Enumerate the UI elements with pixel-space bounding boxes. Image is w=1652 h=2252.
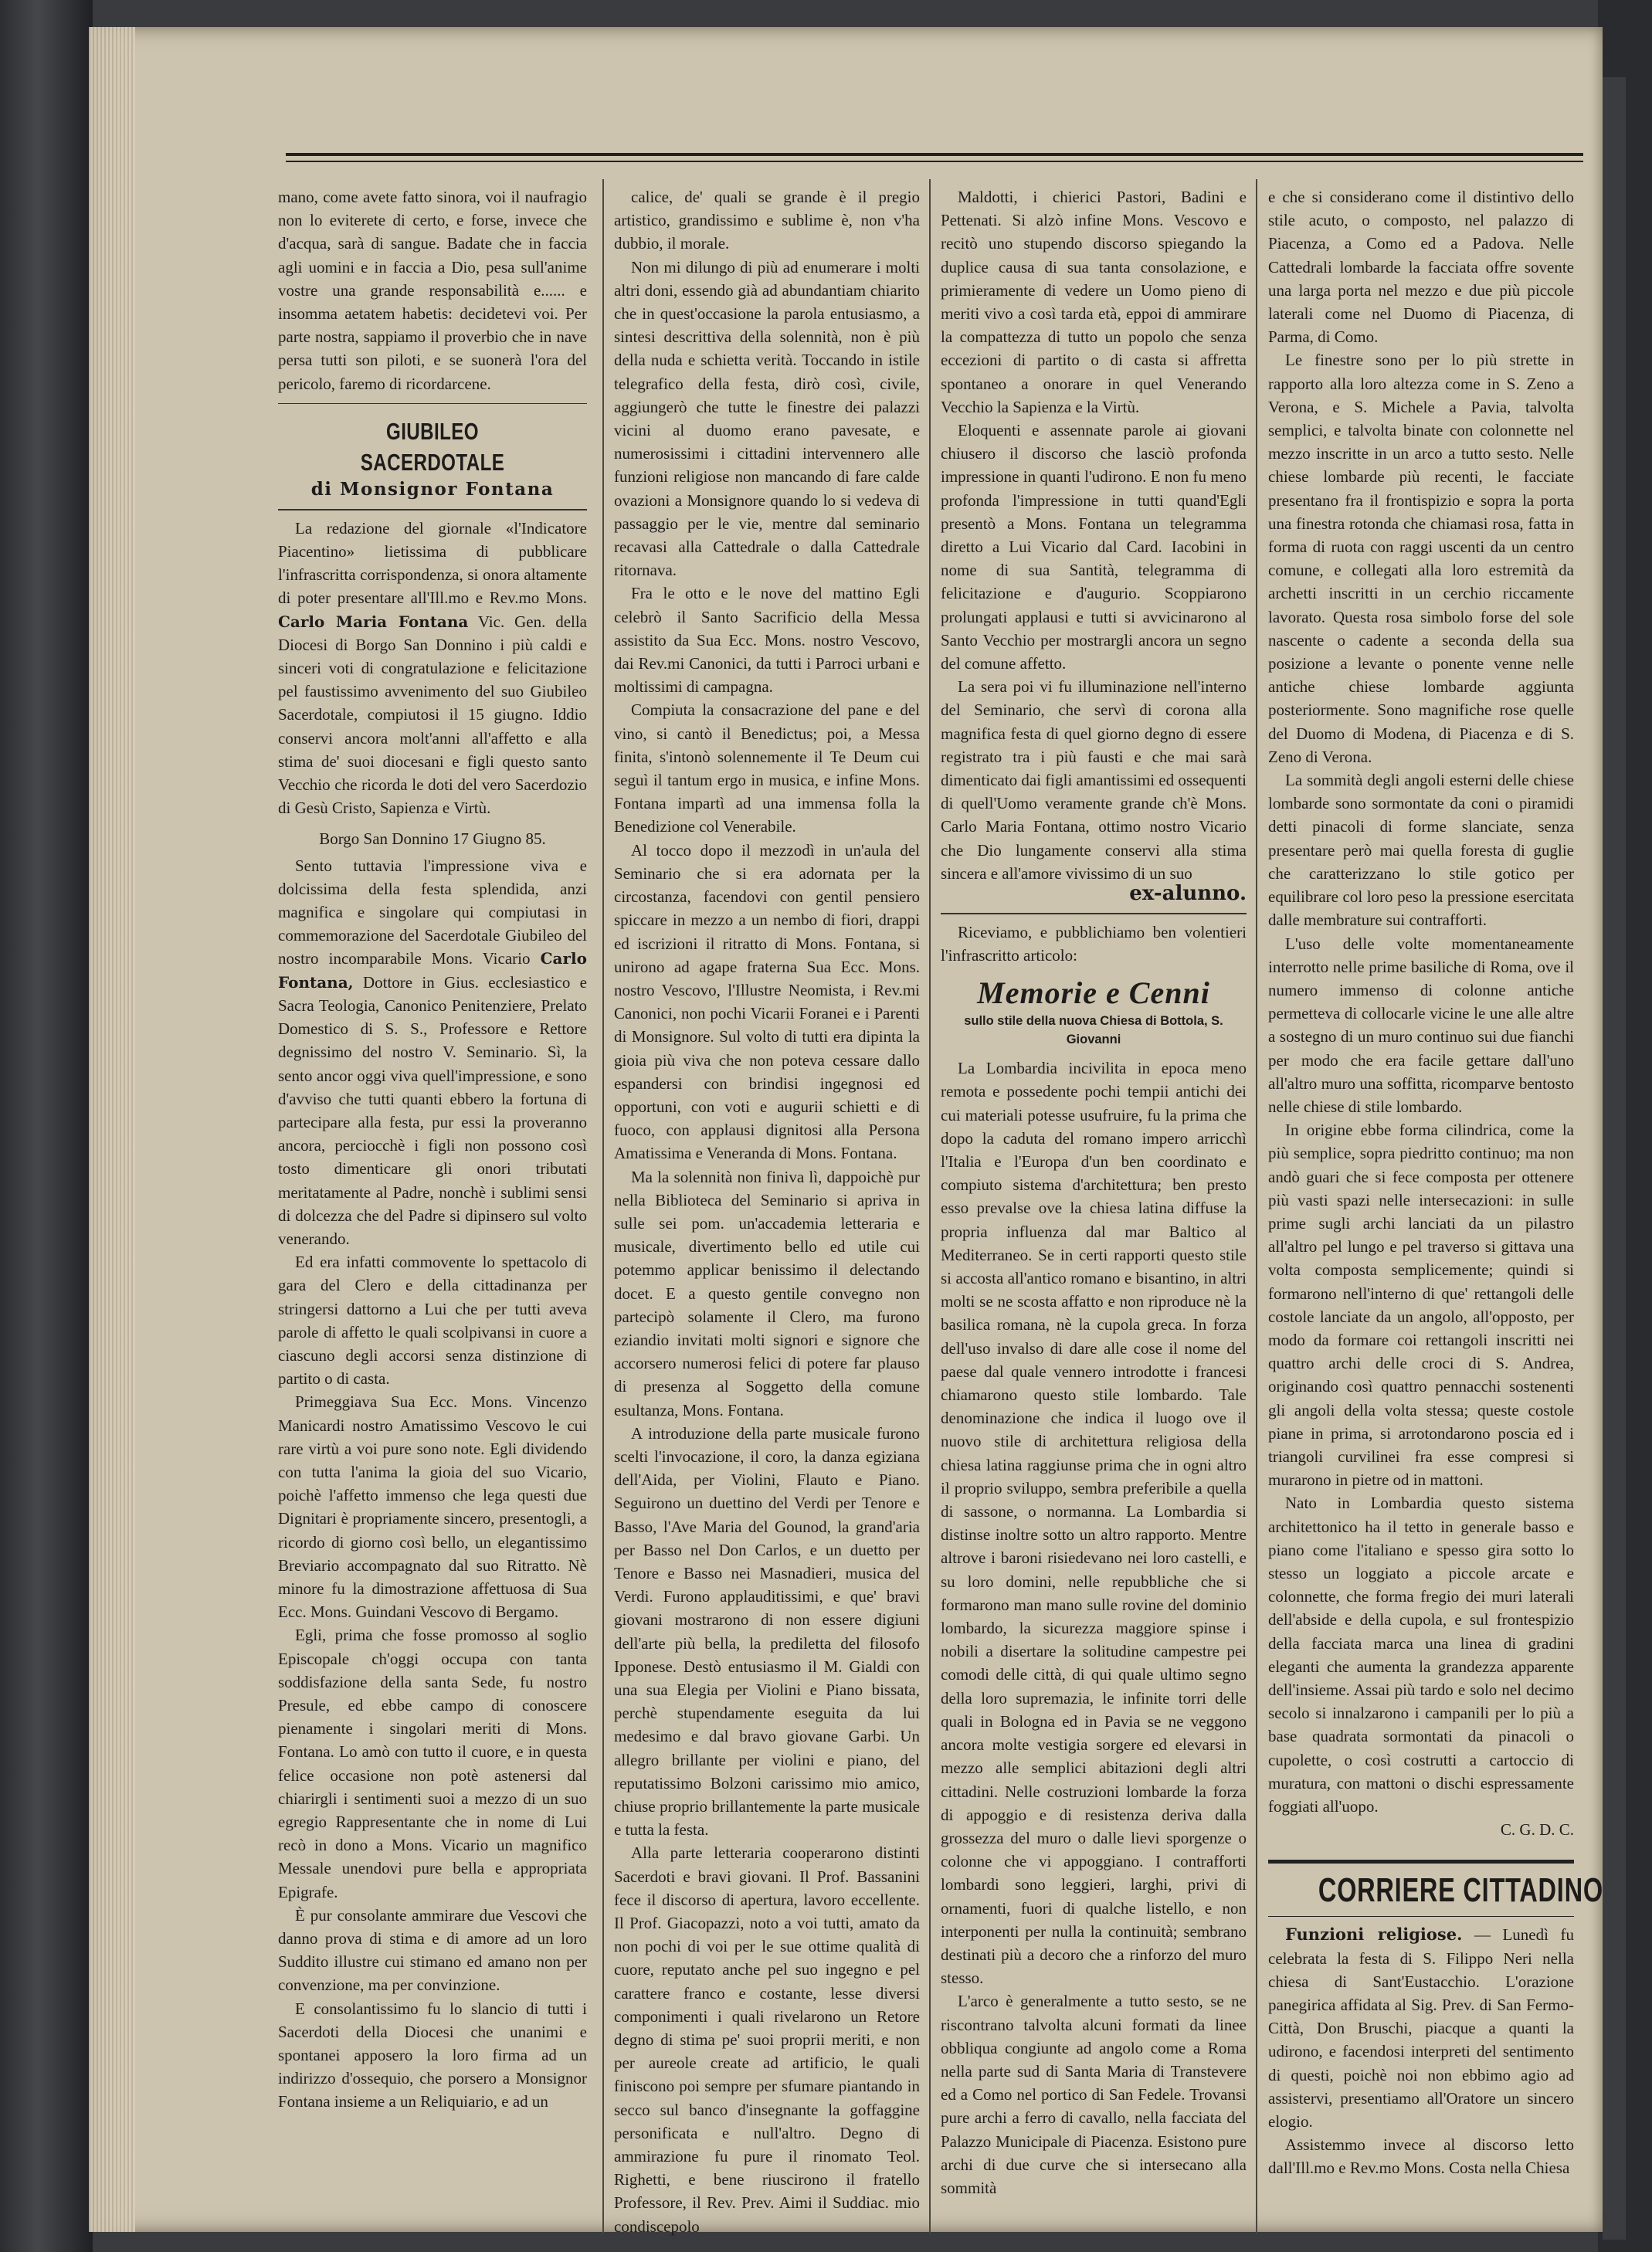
paragraph: Egli, prima che fosse promosso al soglio Episcopale ch'oggi occupa con tanta soddisfazione della santa Sede, fu nostro Presule, ed ebbe campo di conoscere pienamente i singolari meriti di Mons. Fontana. Lo amò con tutto il cuore, e in questa felice occasione non potè astenersi dal chiarirgli i sentimenti suoi a mezzo di un suo egregio Rappresentante che in nome di Lui recò in dono a Mons. Vicario un magnifico Messale unendovi pure bella e appropriata Epigrafe. <box>278 1626 587 1901</box>
paragraph: e che si considerano come il distintivo dello stile acuto, o composto, nel palazzo di Piacenza, a Como ed a Padova. Nelle Cattedrali lombarde la facciata offre sovente una larga porta nel mezzo e due più piccole laterali come nel Duomo di Piacenza, di Parma, di Como. <box>1268 188 1574 347</box>
paragraph: È pur consolante ammirare due Vescovi che danno prova di stima e di amore ad un loro Suddito illustre cui stimano ed amano non per convenzione, ma per convinzione. <box>278 1905 587 1995</box>
paragraph: E consolantissimo fu lo slancio di tutti i Sacerdoti della Diocesi che unanimi e spontanei apposero la loro firma ad un indirizzo d'ossequio, che porsero a Monsignor Fontana insieme a un Reliquiario, e ad un <box>278 1999 587 2111</box>
article-heading: Memorie e Cenni <box>977 975 1210 1011</box>
page-edges <box>89 27 135 2232</box>
column-divider <box>929 179 931 2233</box>
paragraph: La sera poi vi fu illuminazione nell'interno del Seminario, che servì di corona alla magnifica festa di quel giorno degno di essere registrato tra i più fausti e che mai sarà dimenticato dai figli amantissimi ed ossequenti di quell'Uomo veramente grande ch'è Mons. Carlo Maria Fontana, ottimo nostro Vicario che Dio lungamente conservi alla stima sincera e all'amore vivissimo di un suo <box>941 677 1247 883</box>
paragraph: Le finestre sono per lo più strette in rapporto alla loro altezza come in S. Zeno a Verona, e S. Michele a Pavia, talvolta semplici, e talvolta binate con colonnette nel mezzo inscritte in un arco a tutto sesto. Nelle chiese lombarde più recenti, le facciate presentano fra il frontispizio e sopra la porta una finestra rotonda che chiamasi rosa, fatta in forma di ruota con raggi uscenti da un centro comune, e collegati alla loro estremità da archetti inscritti in un cerchio riccamente lavorato. Questa rosa simbolo forse del sole nascente o cadente a seconda della sua posizione a levante o ponente venne nelle antiche chiese lombarde aggiunta posteriormente. Sono magnifiche rose quelle del Duomo di Modena, di Piacenza e di S. Zeno di Verona. <box>1268 351 1574 766</box>
heading-title: GIUBILEO SACERDOTALE <box>360 418 505 477</box>
dateline: Borgo San Donnino 17 Giugno 85. <box>319 829 546 849</box>
top-rule <box>286 153 1583 156</box>
paragraph: La sommità degli angoli esterni delle chiese lombarde sono sormontate da coni o piramidi detti pinacoli di forme slanciate, senza presentare però mai quella foresta di guglie che caratterizzano lo stile gotico per equilibrare col loro peso la pressione esercitata dalle membrature sui contrafforti. <box>1268 771 1574 930</box>
paragraph: Primeggiava Sua Ecc. Mons. Vincenzo Manicardi nostro Amatissimo Vescovo le cui rare virtù a voi pure sono note. Egli dividendo con tutta l'anima la gioia del suo Vicario, poichè l'affetto immenso che lega questi due Dignitari è propriamente sincero, presentogli, a ricordo di giorno così bello, un elegantissimo Breviario accompagnato dal suo Ritratto. Nè minore fu la dimostrazione affettuosa di Sua Ecc. Mons. Guindani Vescovo di Bergamo. <box>278 1392 587 1622</box>
scan-border <box>1598 0 1652 2252</box>
article-heading <box>278 416 587 501</box>
honoree-name: Carlo Maria Fontana <box>278 612 469 631</box>
column-divider <box>602 179 604 2233</box>
paragraph: La Lombardia incivilita in epoca meno remota e possedente pochi tempii antichi dei cui materiali potesse usufruire, fu la prima che dopo la caduta del romano impero arricchì l'Italia e l'Europa d'un ben coordinato e compiuto sistema d'architettura; ben presto esso prevalse ove la chiesa latina diffuse la propria influenza dal mar Baltico al Mediterraneo. Se in certi rapporti questo stile si accosta all'antico romano e bisantino, in altri molti se ne scosta affatto e non riproduce nè la basilica romana, nè la cupola greca. In forza dell'uso invalso di dare alle cose il nome del paese dal quale vennero introdotte i francesi chiamarono questo stile lombardo. Tale denominazione che indica il luogo ove il nuovo stile di architettura religiosa della chiesa latina raggiunse prima che in ogni altro il proprio sviluppo, sembra preferibile a quella di sassone, o normanna. La Lombardia si distinse inoltre sotto un altro rapporto. Mentre altrove i baroni risiedevano nei loro castelli, e su loro domini, nelle repubbliche che si formarono man mano sulle rovine del dominio lombardo, la sicurezza maggiore spinse i nobili a disertare la solitudine campestre pei comodi delle città, di qui quale ultimo segno della loro supremazia, le infinite torri delle quali in Bologna ed in Pavia se ne veggono ancora molte vestigia sorgere ed elevarsi in mezzo alle semplici abitazioni degli altri cittadini. Nelle costruzioni lombarde la forza di appoggio e di resistenza deriva dalla grossezza del muro o dalle lievi sporgenze o colonne che vi appoggiano. I contrafforti lombardi sono leggieri, larghi, privi di ornamenti, fuori di qualche listello, e non interponenti per nulla la continuità; sembrano destinati più a decoro che a rinforzo del muro stesso. <box>941 1059 1247 1988</box>
column-divider <box>1256 179 1257 2233</box>
paragraph: Assistemmo invece al discorso letto dall'Ill.mo e Rev.mo Mons. Costa nella Chiesa <box>1268 2135 1574 2178</box>
signature: C. G. D. C. <box>1500 1820 1574 1840</box>
signature: ex-alunno. <box>1129 882 1247 906</box>
paragraph: Alla parte letteraria cooperarono distinti Sacerdoti e bravi giovani. Il Prof. Bassanini fece il discorso di apertura, lavoro eccellente. Il Prof. Giacopazzi, noto a voi tutti, amato da non pochi di voi per le sue ottime qualità di cuore, reputato anche pel suo ingegno e pel carattere franco e costante, lesse diversi componimenti i quali rivelarono un Retore degno di stima pe' suoi proprii meriti, e non per aureole create ad artificio, le quali finiscono poi sempre per sfumare piantando in secco sul banco d'insegnante la goffaggine personificata e null'altro. Degno di ammirazione fu pure il rinomato Teol. Righetti, e bene riuscirono il fratello Professore, il Rev. Prev. Aimi il Suddiac. mio condiscepolo <box>614 1843 920 2236</box>
paragraph: Fra le otto e le nove del mattino Egli celebrò il Santo Sacrificio della Messa assistito da Sua Ecc. Mons. nostro Vescovo, dai Rev.mi Canonici, da tutti i Parroci urbani e moltissimi di campagna. <box>614 584 920 697</box>
top-rule-thin <box>286 161 1583 162</box>
honoree-name: Carlo Fontana, <box>278 949 587 992</box>
column-2 <box>614 185 920 2238</box>
runin-heading: Funzioni religiose. <box>1285 1925 1463 1945</box>
paragraph: Eloquenti e assennate parole ai giovani chiusero il discorso che lasciò profonda impressione in quanti l'udirono. E non fu meno profonda l'impressione in tutti quand'Egli presentò a Mons. Fontana un telegramma diretto a Lui Vicario dal Card. Iacobini in nome di sua Santità, telegramma di felicitazione e d'augurio. Scoppiarono prolungati applausi e tutti si avvicinarono al Santo Vecchio per mostrargli ancora un segno del comune affetto. <box>941 421 1247 673</box>
paragraph: In origine ebbe forma cilindrica, come la più semplice, sopra piedritto continuo; ma non andò guari che si fece composta per ottenere più vasti spazi nelle intersecazioni: in sulle prime sugli archi lanciati da un pilastro all'altro pel lungo e pel traverso si gittava una volta composta semplicemente; quindi si formarono nell'interno di que' rettangoli delle costole lanciate da un angolo, all'opposto, per modo da formare coi rettangoli inscritti nei quattro archi delle croci di S. Andrea, originando così quattro pennacchi sostenenti gli angoli della volta stessa; queste costole piane in prima, si arrotondarono poscia ed i triangoli curvilinei fra esse compresi si murarono in pietre od in mattoni. <box>1268 1121 1574 1490</box>
book-binding <box>0 0 93 2252</box>
paragraph: Non mi dilungo di più ad enumerare i molti altri doni, essendo già ad abundantiam chiarito che in quest'occasione la parola entusiasmo, a sintesi descrittiva della solennità, non è più della nuda e schietta verità. Toccando in istile telegrafico della festa, dirò così, civile, aggiungerò che tutte le finestre dei palazzi vicini al duomo erano pavesate, e numerosissimi i cittadini intervennero alle funzioni religiose non mancando di fare calde ovazioni a Monsignore quando lo si vedeva di passaggio per le vie, mentre dal seminario recavasi alla Cattedrale o dalla Cattedrale ritornava. <box>614 257 920 580</box>
column-1 <box>278 185 587 2114</box>
article-subheading: sullo stile della nuova Chiesa di Bottola, S. Giovanni <box>964 1014 1223 1047</box>
column-3 <box>941 185 1247 2199</box>
paragraph: La redazione del giornale «l'Indicatore Piacentino» lietissima di pubblicare l'infrascritta corrispondenza, si onora altamente di poter presentare all'Ill.mo e Rev.mo Mons. Carlo Maria Fontana Vic. Gen. della Diocesi di Borgo San Donnino i più caldi e sinceri voti di congratulazione e felicitazione pel faustissimo avvenimento del suo Giubileo Sacerdotale, compiutosi il 15 giugno. Iddio conservi ancora molt'anni all'affetto e alla stima de' suoi diocesani e figli questo santo Vecchio che ricorda le doti del vero Sacerdozio di Gesù Cristo, Sapienza e Virtù. <box>278 518 588 818</box>
paragraph: L'uso delle volte momentaneamente interrotto nelle prime basiliche di Roma, ove il numero immenso di colonne antiche permetteva di collocarle vicine le une alle altre a sostegno di un muro continuo sui due fianchi per modo che era facile gettare dall'uno all'altro muro una soffitta, ricomparve bentosto nelle chiese di stile lombardo. <box>1268 934 1574 1116</box>
paragraph: mano, come avete fatto sinora, voi il naufragio non lo eviterete di certo, e forse, invece che d'acqua, sarà di sangue. Badate che in faccia agli uomini e in faccia a Dio, pesa sull'anime vostre una grande responsabilità e...... e insomma aetatem habetis: decidetevi voi. Per parte nostra, sappiamo il proverbio che in nave persa tutti son piloti, e se suonerà l'ora del pericolo, faremo di ricordarcene. <box>278 188 587 393</box>
section-rule <box>941 913 1247 914</box>
paragraph: Nato in Lombardia questo sistema architettonico ha il tetto in generale basso e piano come l'italiano e spesso gira sotto lo stesso un loggiato a piccole arcate e colonnette, che forma fregio dei muri laterali dell'abside e della cupola, e sul frontespizio della facciata marca una linea di gradini eleganti che aumenta la grandezza apparente dell'insieme. Assai più tardo e solo nel decimo secolo si innalzarono i campanili per lo più a base quadrata sormontati da pinacoli o cupolette, o così costrutti a cartoccio di muratura, con mattoni o dischi espressamente foggiati all'uopo. <box>1268 1494 1574 1816</box>
paragraph: L'arco è generalmente a tutto sesto, se ne riscontrano talvolta alcuni formati da linee obbliqua congiunte ad angolo come a Roma nella parte sud di Santa Maria di Transtevere ed a Como nel portico di San Fedele. Trovansi pure archi a ferro di cavallo, nella facciata del Palazzo Municipale di Piacenza. Esistono pure archi di due curve che si intersecano alla sommità <box>941 1992 1247 2197</box>
section-heading <box>1268 1860 1603 1917</box>
paragraph: Ed era infatti commovente lo spettacolo di gara del Clero e della cittadinanza per stringersi dattorno a Lui che per tutti aveva parole di affetto le quali scolpivansi in cuore a ciascuno degli accorsi senza distinzione di partito o di casta. <box>278 1253 587 1389</box>
paragraph: Funzioni religiose. — Lunedì fu celebrata la festa di S. Filippo Neri nella chiesa di Sant'Eustacchio. L'orazione panegirica affidata al Sig. Prev. di San Fermo-Città, Don Bruschi, piacque a quanti la udirono, e facendosi interpreti del sentimento di questi, poichè noi non ebbimo agio ad assistervi, presentiamo all'Oratore un sincero elogio. <box>1268 1925 1574 2132</box>
paragraph: Ma la solennità non finiva lì, dappoichè pur nella Biblioteca del Seminario si apriva in sulle sei pom. un'accademia letteraria e musicale, divertimento bello ed utile cui potemmo applicar benissimo il delectando docet. E a questo gentile convegno non partecipò solamente il Clero, ma furono eziandio invitati molti signori e signore che accorsero numerosi felici di potere far plauso di presenza al Soggetto della comune esultanza, Mons. Fontana. <box>614 1167 920 1419</box>
paragraph: calice, de' quali se grande è il pregio artistico, grandissimo e sublime è, non v'ha dubbio, il morale. <box>614 188 920 253</box>
paragraph: Compiuta la consacrazione del pane e del vino, si cantò il Benedictus; poi, a Messa finita, s'intonò solennemente il Te Deum cui seguì il tantum ergo in musica, e infine Mons. Fontana impartì ad una immensa folla la Benedizione col Venerabile. <box>614 700 920 836</box>
paragraph: Maldotti, i chierici Pastori, Badini e Pettenati. Si alzò infine Mons. Vescovo e recitò uno stupendo discorso spiegando la duplice causa di sua tanta consolazione, e primieramente di vedere un Uomo pieno di meriti vivo a così tarda età, eppoi di ammirare la compattezza di tutto un popolo che senza eccezioni di partito o di casta si affretta spontaneo a onorare in quel Venerando Vecchio la Sapienza e la Virtù. <box>941 188 1247 416</box>
section-rule <box>278 509 587 510</box>
heading-subtitle: di Monsignor Fontana <box>310 479 555 500</box>
paragraph: A introduzione della parte musicale furono scelti l'invocazione, il coro, la danza egiziana dell'Aida, per Violini, Flauto e Piano. Seguirono un duettino del Verdi per Tenore e Basso, l'Ave Maria del Gounod, la grand'aria per Basso nel Don Carlos, e un duetto per Tenore e Basso nei Masnadieri, musica del Verdi. Furono applauditissimi, e que' bravi giovani mostrarono di non essere digiuni dell'arte più bella, la prediletta del filosofo Ipponese. Destò entusiasmo il M. Gialdi con una sua Elegia per Violini e Piano bissata, perchè stupendamente eseguita da lui medesimo e dal bravo giovane Garbi. Un allegro brillante per violini e piano, del reputatissimo Bolzoni carissimo mio amico, chiuse proprio brillantemente la parte musicale e tutta la festa. <box>614 1423 920 1840</box>
section-rule <box>278 403 587 405</box>
paragraph: Riceviamo, e pubblichiamo ben volentieri l'infrascritto articolo: <box>941 922 1247 965</box>
section-title: CORRIERE CITTADINO <box>1318 1871 1603 1910</box>
column-4 <box>1268 185 1603 2180</box>
paragraph: Sento tuttavia l'impressione viva e dolcissima della festa splendida, anzi magnifica e singolare qui compiutasi in commemorazione del Sacerdotale Giubileo del nostro incomparabile Mons. Vicario Carlo Fontana, Dottore in Gius. ecclesiastico e Sacra Teologia, Canonico Penitenziere, Prelato Domestico di S. S., Professore e Rettore degnissimo del nostro V. Seminario. Sì, la sento ancor oggi viva quell'impressione, e sono d'avviso che tutti quanti ebbero la fortuna di partecipare alla festa, pur essi la proveranno ancora, perciocchè i figli non possono così tosto dimenticare gli onori tributati meritatamente al Padre, nonchè i sublimi sensi di dolcezza che del Padre si dipinsero sul volto venerando. <box>278 856 588 1248</box>
paragraph: Al tocco dopo il mezzodì in un'aula del Seminario che si era adornata per la circostanza, facendovi con gentil pensiero spiccare in mezzo a un nembo di fiori, drappi ed iscrizioni il ritratto di Mons. Fontana, si unirono ad agape fraterna Sua Ecc. Mons. nostro Vescovo, l'Illustre Neomista, i Rev.mi Canonici, non pochi Vicarii Foranei e i Parenti di Monsignore. Sul volto di tutti era dipinta la gioia più viva che non poteva cessare dallo espandersi con brindisi ingegnosi ed opportuni, con voti e augurii schietti e di fuoco, con applausi dignitosi alla Persona Amatissima e Veneranda di Mons. Fontana. <box>614 840 920 1163</box>
